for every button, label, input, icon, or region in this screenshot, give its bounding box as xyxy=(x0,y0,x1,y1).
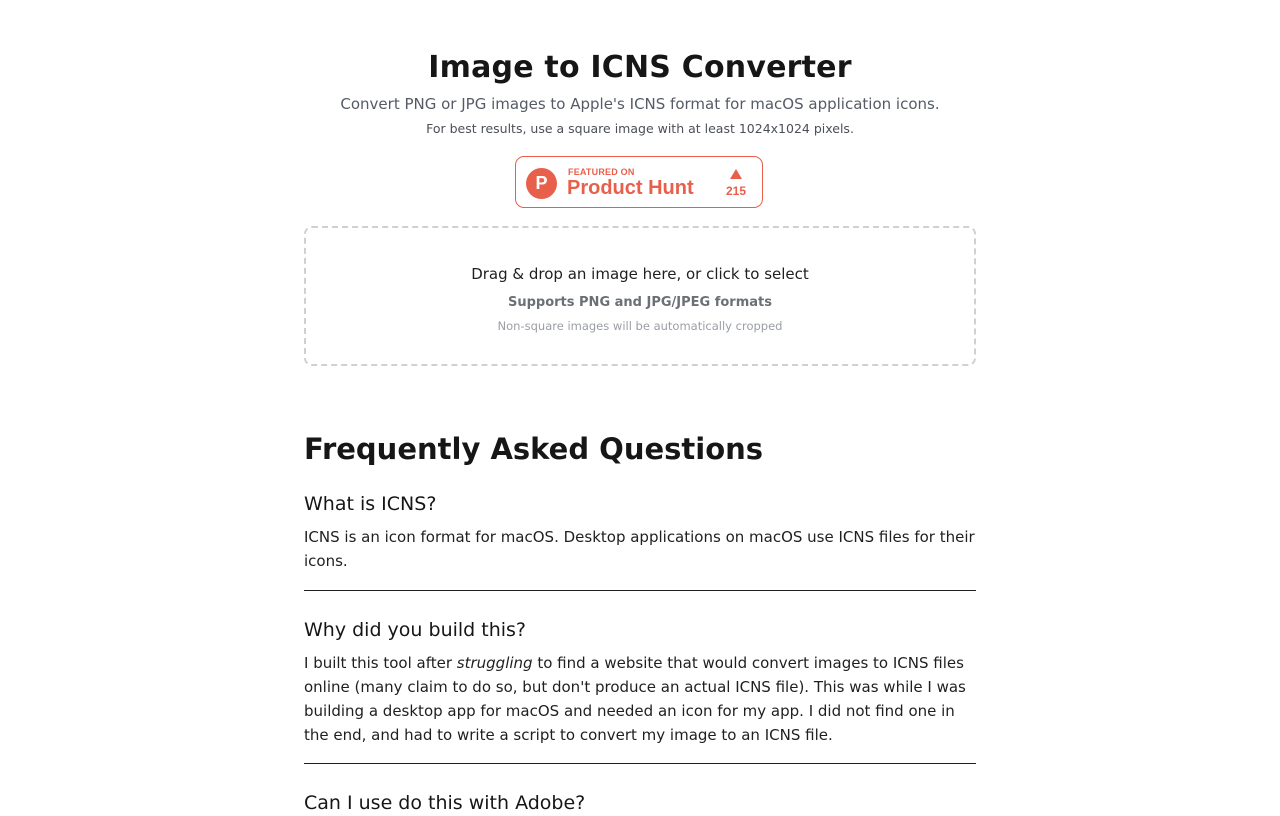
faq-item-adobe xyxy=(304,790,976,816)
product-hunt-name: Product Hunt xyxy=(567,177,694,199)
faq-answer-text: I built this tool after xyxy=(304,654,457,672)
faq-answer-text: to find a website that would convert images to ICNS files online (many claim to do so, but don't produce an actual ICNS file). This was while I was building a desktop app for macOS and needed an icon for my app. I did not find one in the end, and had to write a script to convert my image to an ICNS file. xyxy=(304,654,966,744)
faq-question: Why did you build this? xyxy=(304,619,527,641)
dropzone-crop-note: Non-square images will be automatically cropped xyxy=(497,319,783,333)
faq-item-what-is-icns xyxy=(304,491,976,573)
size-hint: For best results, use a square image with at least 1024x1024 pixels. xyxy=(426,121,854,136)
page-title: Image to ICNS Converter xyxy=(428,50,852,85)
faq-divider xyxy=(304,763,976,764)
faq-heading: Frequently Asked Questions xyxy=(304,432,764,466)
faq-answer xyxy=(304,651,976,747)
page-subtitle: Convert PNG or JPG images to Apple's ICNS format for macOS application icons. xyxy=(340,95,940,113)
dropzone-formats: Supports PNG and JPG/JPEG formats xyxy=(507,295,772,310)
faq-divider xyxy=(304,590,976,591)
faq-question: What is ICNS? xyxy=(304,493,437,515)
upvote-arrow-icon xyxy=(730,169,742,179)
faq-answer: ICNS is an icon format for macOS. Desktop applications on macOS use ICNS files for their icons. xyxy=(304,528,975,570)
upvote-count: 215 xyxy=(725,184,747,198)
faq-answer-emphasis: struggling xyxy=(456,654,533,672)
faq-question: Can I use do this with Adobe? xyxy=(304,792,586,814)
product-hunt-featured-label: FEATURED ON xyxy=(568,167,635,177)
image-dropzone[interactable] xyxy=(304,226,976,366)
product-hunt-badge[interactable] xyxy=(515,156,763,208)
product-hunt-logo-icon: P xyxy=(526,168,557,199)
faq-item-why-built xyxy=(304,617,976,747)
dropzone-instruction: Drag & drop an image here, or click to select xyxy=(471,265,809,283)
